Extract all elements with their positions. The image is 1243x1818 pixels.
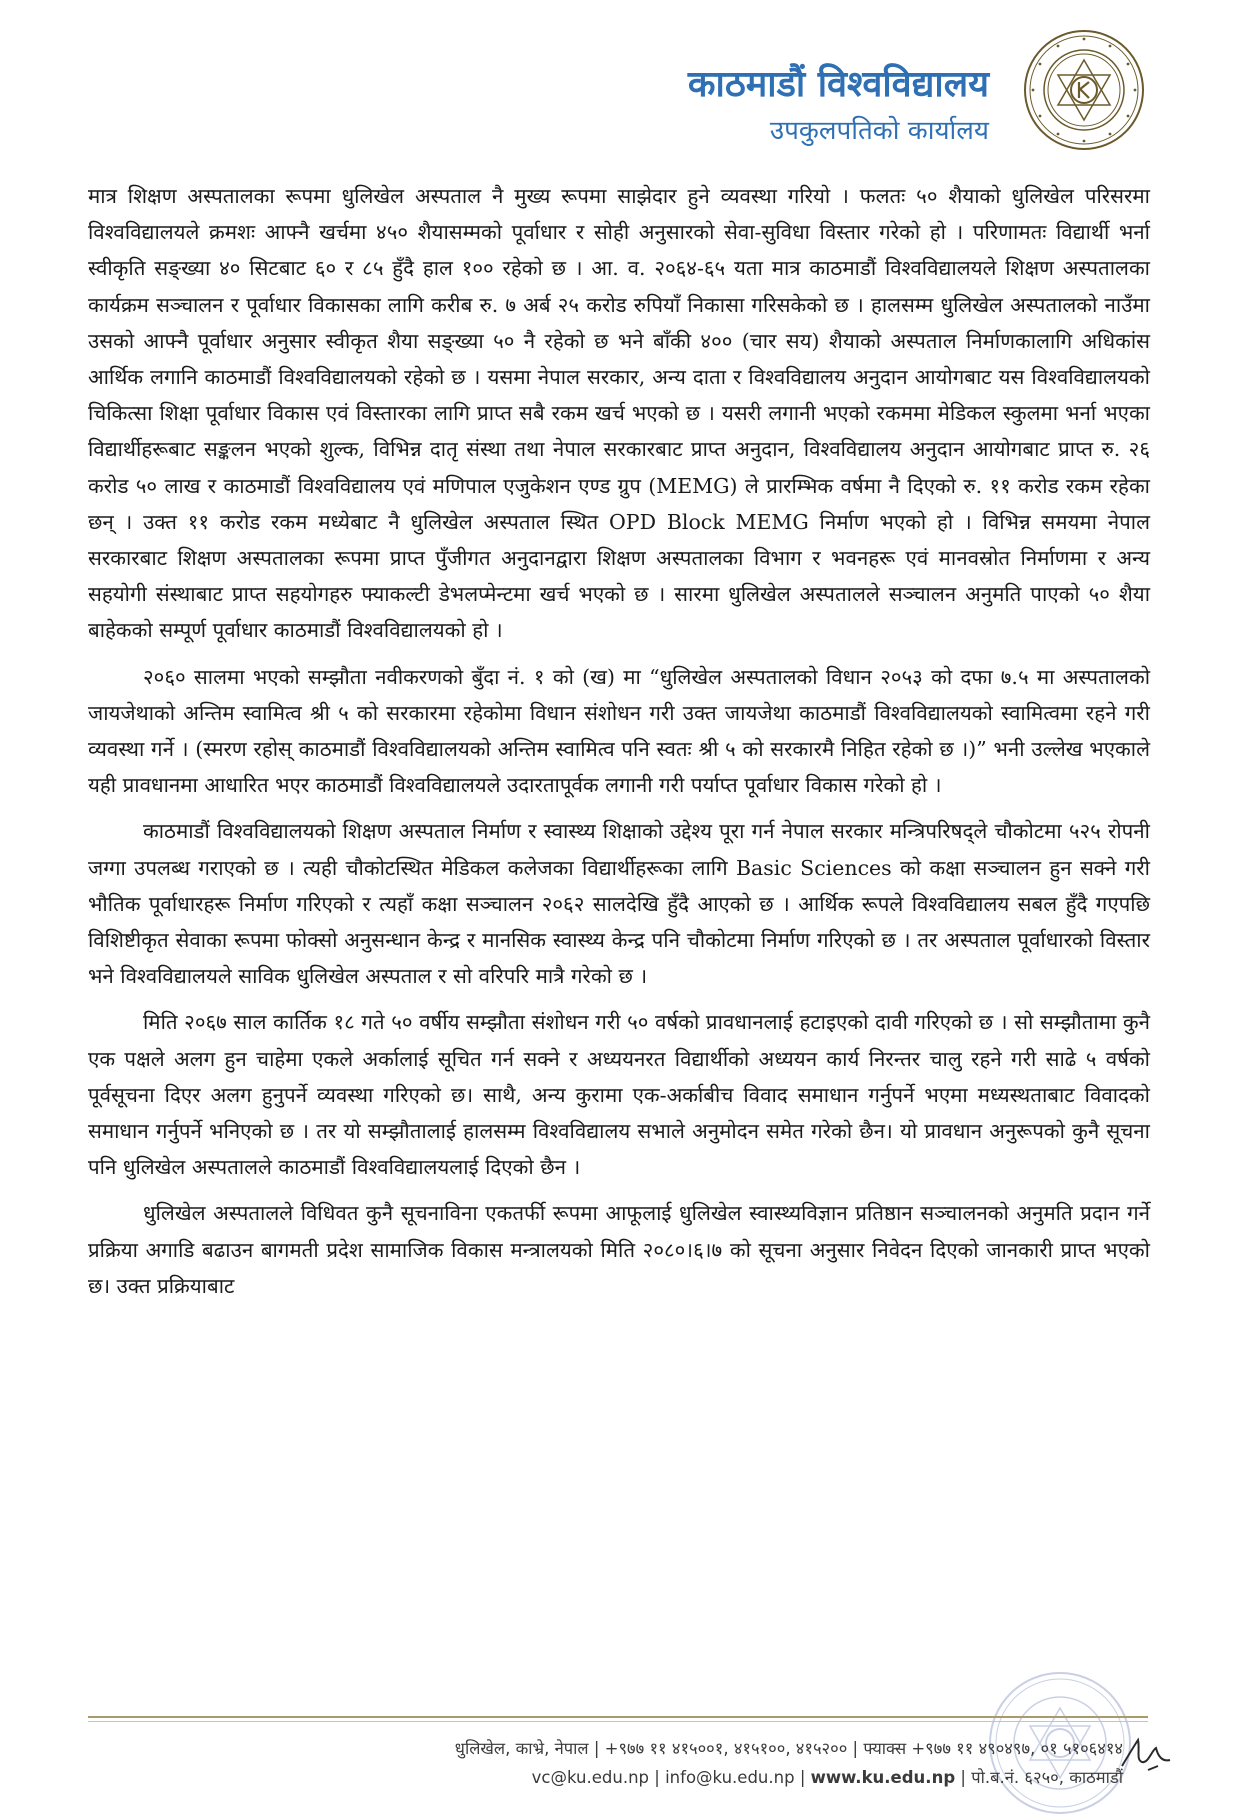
university-seal-icon: [1022, 28, 1146, 152]
footer-web-line: [532, 1765, 1123, 1788]
footer-contact-line: धुलिखेल, काभ्रे, नेपाल | +९७७ ११ ४१५००१, ४१५१००, ४१५२०० | फ्याक्स +९७७ ११ ४९०४९७, ०१ ५१०६४१४: [454, 1739, 1123, 1758]
office-name: उपकुलपतिको कार्यालय: [769, 116, 989, 146]
letter-body: [88, 178, 1150, 1314]
paragraph: मिति २०६७ साल कार्तिक १८ गते ५० वर्षीय सम्झौता संशोधन गरी ५० वर्षको प्रावधानलाई हटाइएको दावी गरिएको छ । सो सम्झौतामा कुनै एक पक्षले अलग हुन चाहेमा एकले अर्कालाई सूचित गर्न सक्ने र अध्ययनरत विद्यार्थीको अध्ययन कार्य निरन्तर चालु रहने गरी साढे ५ वर्षको पूर्वसूचना दिएर अलग हुनुपर्ने व्यवस्था गरिएको छ। साथै, अन्य कुरामा एक-अर्काबीच विवाद समाधान गर्नुपर्ने भएमा मध्यस्थताबाट विवादको समाधान गर्नुपर्ने भनिएको छ । तर यो सम्झौतालाई हालसम्म विश्वविद्यालय सभाले अनुमोदन समेत गरेको छैन। यो प्रावधान अनुरूपको कुनै सूचना पनि धुलिखेल अस्पतालले काठमाडौं विश्वविद्यालयलाई दिएको छैन ।: [88, 1010, 1150, 1180]
paragraph: धुलिखेल अस्पतालले विधिवत कुनै सूचनाविना एकतर्फी रूपमा आफूलाई धुलिखेल स्वास्थ्यविज्ञान प्रतिष्ठान सञ्चालनको अनुमति प्रदान गर्ने प्रक्रिया अगाडि बढाउन बागमती प्रदेश सामाजिक विकास मन्त्रालयको मिति २०८०।६।७ को सूचना अनुसार निवेदन दिएको जानकारी प्राप्त भएको छ। उक्त प्रक्रियाबाट: [88, 1201, 1150, 1298]
handwritten-signature-icon: [1118, 1726, 1176, 1778]
footer-separator: |: [654, 1768, 660, 1787]
email-link-info[interactable]: info@ku.edu.np: [665, 1768, 795, 1787]
paragraph: काठमाडौं विश्वविद्यालयको शिक्षण अस्पताल निर्माण र स्वास्थ्य शिक्षाको उद्देश्य पूरा गर्न नेपाल सरकार मन्त्रिपरिषद्ले चौकोटमा ५२५ रोपनी जग्गा उपलब्ध गराएको छ । त्यही चौकोटस्थित मेडिकल कलेजका विद्यार्थीहरूका लागि Basic Sciences को कक्षा सञ्चालन हुन सक्ने गरी भौतिक पूर्वाधारहरू निर्माण गरिएको र त्यहाँ कक्षा सञ्चालन २०६२ सालदेखि हुँदै आएको छ । आर्थिक रूपले विश्वविद्यालय सबल हुँदै गएपछि विशिष्टीकृत सेवाका रूपमा फोक्सो अनुसन्धान केन्द्र र मानसिक स्वास्थ्य केन्द्र पनि चौकोटमा निर्माण गरिएको छ । तर अस्पताल पूर्वाधारको विस्तार भने विश्वविद्यालयले साविक धुलिखेल अस्पताल र सो वरिपरि मात्रै गरेको छ ।: [88, 819, 1150, 989]
footer-separator: |: [799, 1768, 806, 1787]
paragraph: २०६० सालमा भएको सम्झौता नवीकरणको बुँदा नं. १ को (ख) मा “धुलिखेल अस्पतालको विधान २०५३ को दफा ७.५ मा अस्पतालको जायजेथाको अन्तिम स्वामित्व श्री ५ को सरकारमा रहेकोमा विधान संशोधन गरी उक्त जायजेथा काठमाडौं विश्वविद्यालयको स्वामित्वमा रहने गरी व्यवस्था गर्ने । (स्मरण रहोस् काठमाडौं विश्वविद्यालयको अन्तिम स्वामित्व पनि स्वतः श्री ५ को सरकारमै निहित रहेको छ ।)” भनी उल्लेख भएकाले यही प्रावधानमा आधारित भएर काठमाडौं विश्वविद्यालयले उदारतापूर्वक लगानी गरी पर्याप्त पूर्वाधार विकास गरेको हो ।: [88, 664, 1150, 798]
footer-divider: [88, 1716, 1148, 1722]
university-name: काठमाडौं विश्वविद्यालय: [687, 64, 989, 105]
po-box-text: पो.ब.नं. ६२५०, काठमाडौं: [971, 1768, 1123, 1787]
email-link-vc[interactable]: vc@ku.edu.np: [531, 1768, 650, 1787]
letterhead: [0, 0, 1243, 160]
website-link[interactable]: www.ku.edu.np: [810, 1768, 956, 1787]
paragraph: मात्र शिक्षण अस्पतालका रूपमा धुलिखेल अस्पताल नै मुख्य रूपमा साझेदार हुने व्यवस्था गरियो । फलतः ५० शैयाको धुलिखेल परिसरमा विश्वविद्यालयले क्रमशः आफ्नै खर्चमा ४५० शैयासम्मको पूर्वाधार र सोही अनुसारको सेवा-सुविधा विस्तार गरेको हो । परिणामतः विद्यार्थी भर्ना स्वीकृति सङ्ख्या ४० सिटबाट ६० र ८५ हुँदै हाल १०० रहेको छ । आ. व. २०६४-६५ यता मात्र काठमाडौं विश्वविद्यालयले शिक्षण अस्पतालका कार्यक्रम सञ्चालन र पूर्वाधार विकासका लागि करीब रु. ७ अर्ब २५ करोड रुपियाँ निकासा गरिसकेको छ । हालसम्म धुलिखेल अस्पतालको नाउँमा उसको आफ्नै पूर्वाधार अनुसार स्वीकृत शैया सङ्ख्या ५० नै रहेको छ भने बाँकी ४०० (चार सय) शैयाको अस्पताल निर्माणकालागि अधिकांस आर्थिक लगानि काठमाडौं विश्वविद्यालयको रहेको छ । यसमा नेपाल सरकार, अन्य दाता र विश्वविद्यालय अनुदान आयोगबाट यस विश्वविद्यालयको चिकित्सा शिक्षा पूर्वाधार विकास एवं विस्तारका लागि प्राप्त सबै रकम खर्च भएको छ । यसरी लगानी भएको रकममा मेडिकल स्कुलमा भर्ना भएका विद्यार्थीहरूबाट सङ्कलन भएको शुल्क, विभिन्न दातृ संस्था तथा नेपाल सरकारबाट प्राप्त अनुदान, विश्वविद्यालय अनुदान आयोगबाट प्राप्त रु. २६ करोड ५० लाख र काठमाडौं विश्वविद्यालय एवं मणिपाल एजुकेशन एण्ड ग्रुप (MEMG) ले प्रारम्भिक वर्षमा नै दिएको रु. ११ करोड रकम रहेका छन् । उक्त ११ करोड रकम मध्येबाट नै धुलिखेल अस्पताल स्थित OPD Block MEMG निर्माण भएको हो । विभिन्न समयमा नेपाल सरकारबाट शिक्षण अस्पतालका रूपमा प्राप्त पुँजीगत अनुदानद्वारा शिक्षण अस्पतालका विभाग र भवनहरू एवं मानवस्रोत निर्माणमा र अन्य सहयोगी संस्थाबाट प्राप्त सहयोगहरु फ्याकल्टी डेभलप्मेन्टमा खर्च भएको छ । सारमा धुलिखेल अस्पतालले सञ्चालन अनुमति पाएको ५० शैया बाहेकको सम्पूर्ण पूर्वाधार काठमाडौं विश्वविद्यालयको हो ।: [88, 184, 1150, 643]
footer-separator: |: [960, 1768, 966, 1787]
